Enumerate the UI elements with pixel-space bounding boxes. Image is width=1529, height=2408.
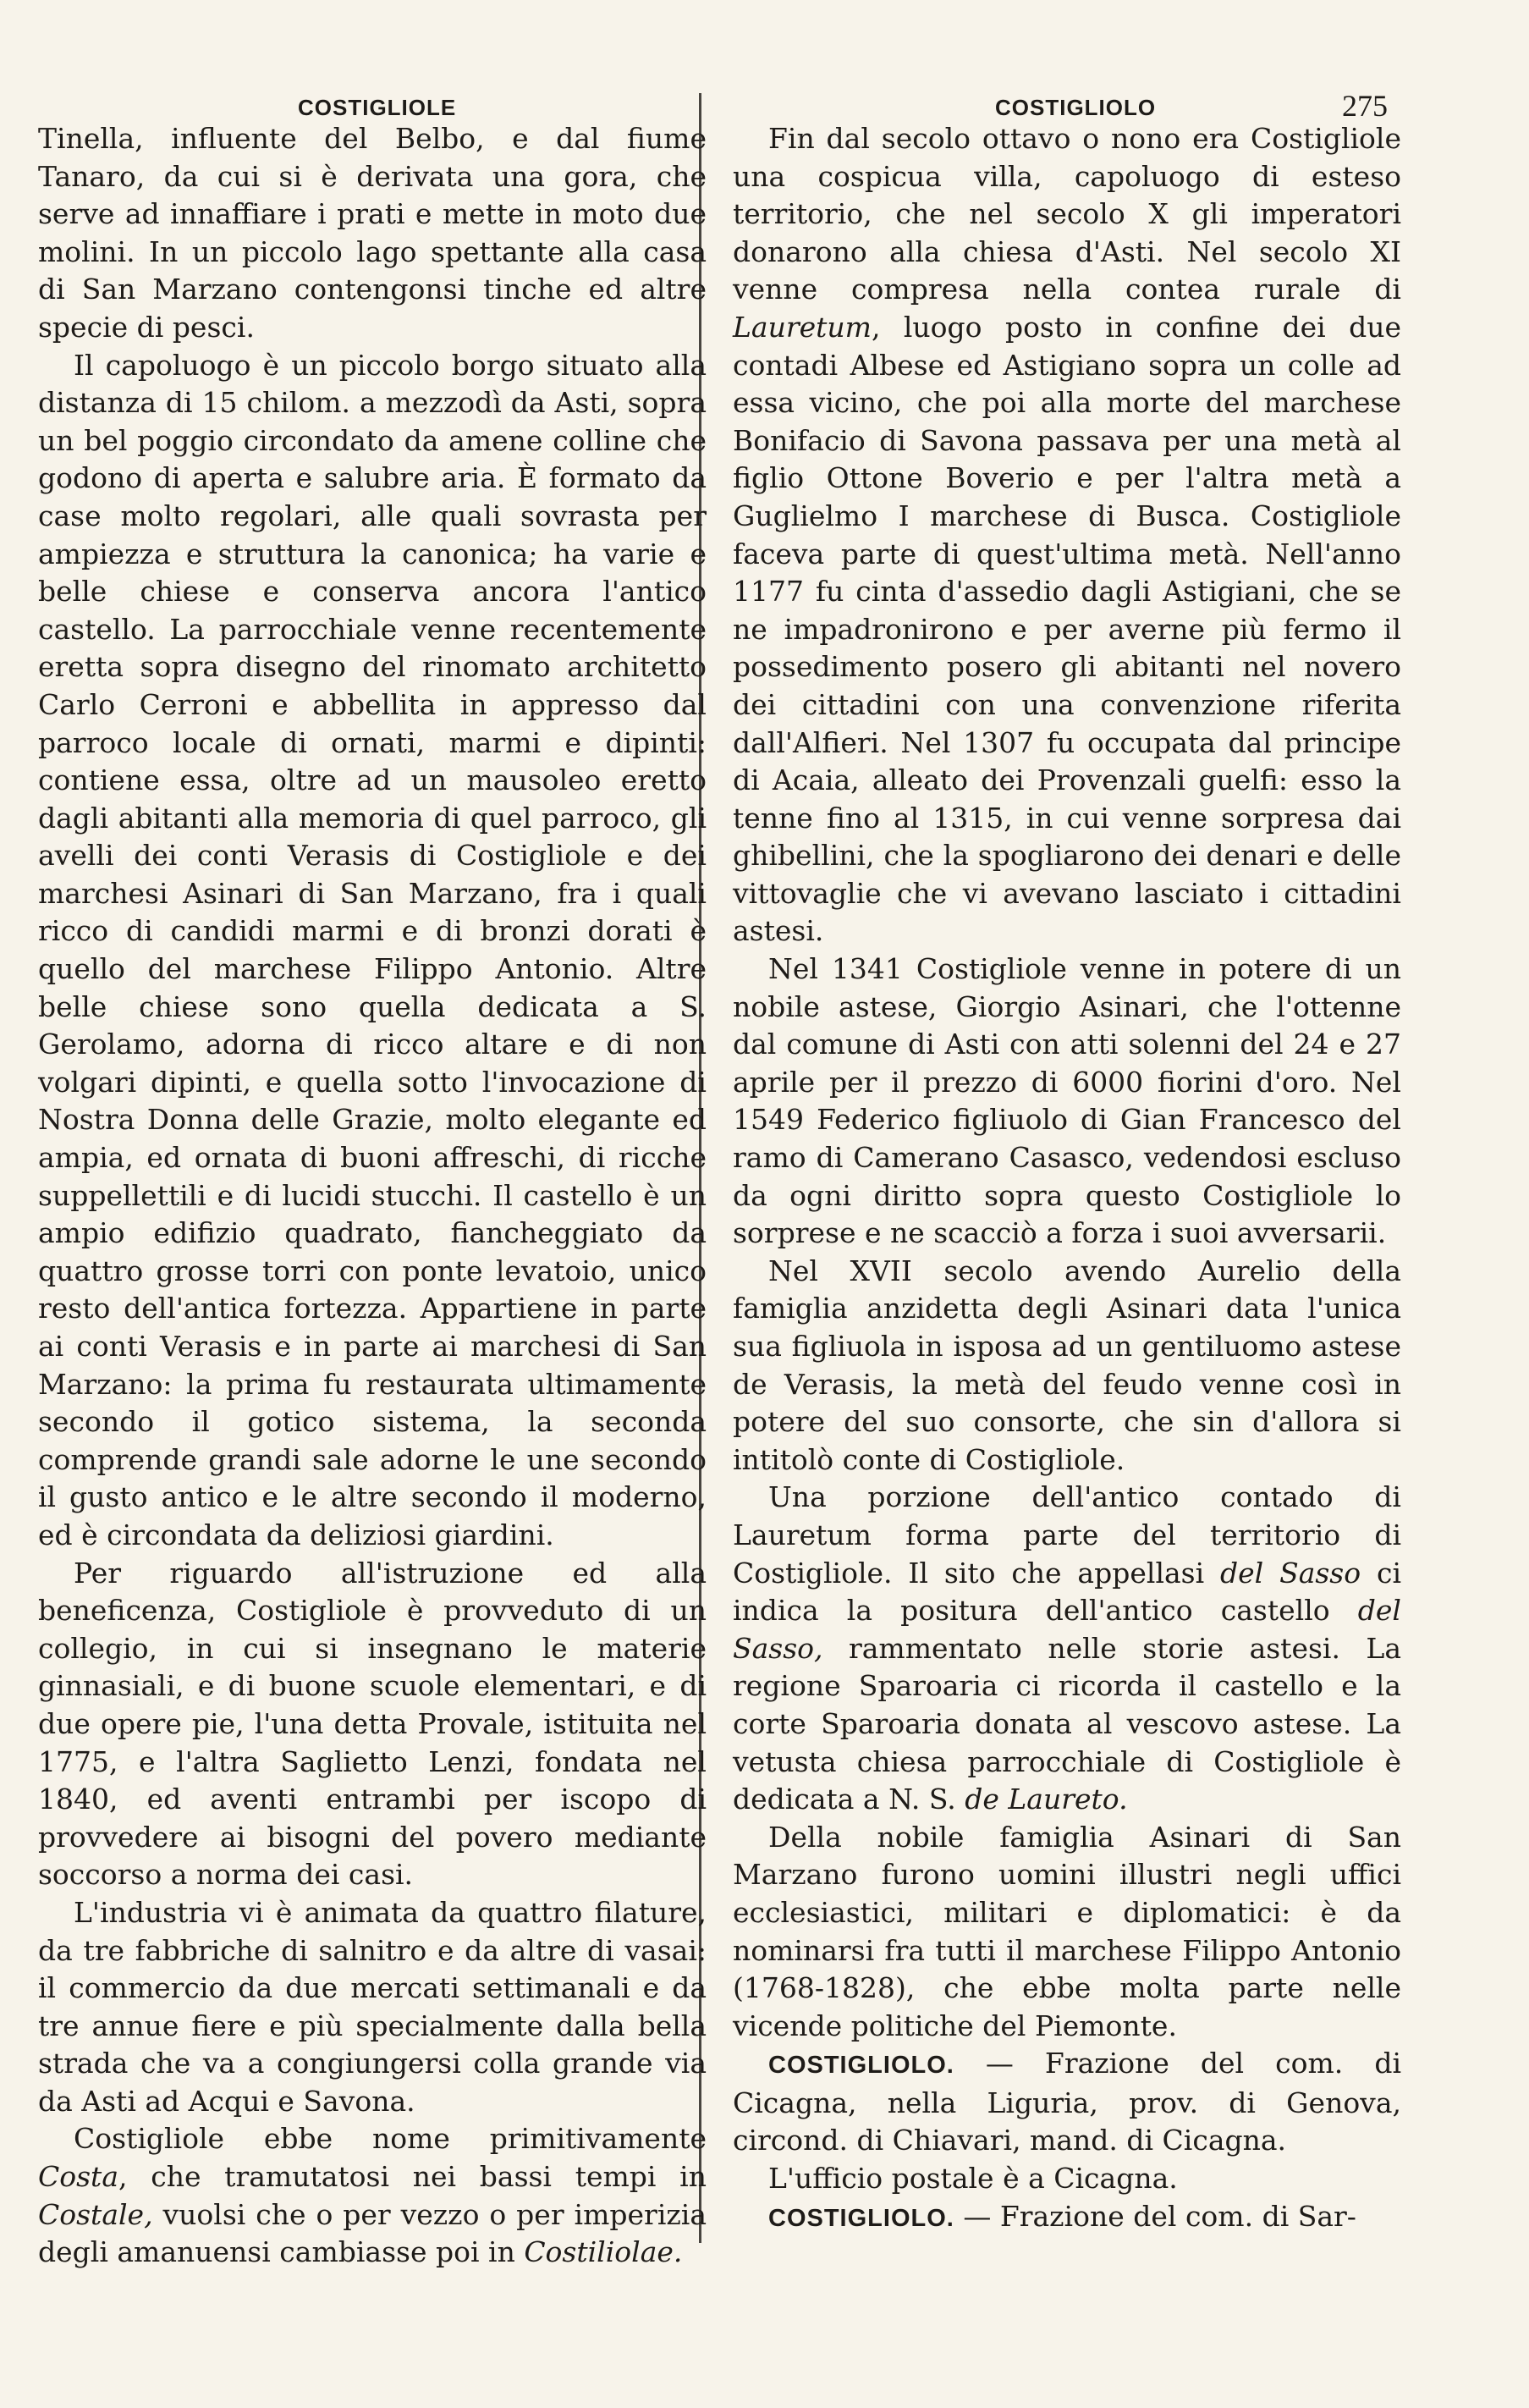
entry-text: — Frazione del com. di Sar- xyxy=(954,2199,1356,2233)
entry-title: COSTIGLIOLO. xyxy=(768,2052,954,2080)
paragraph: L'industria vi è animata da quattro filature, da tre fabbriche di salnitro e da altre di vasai: il commercio da due mercati settimanali e da tre annue fiere e più specialmente dalla bella strada che va a congiungersi colla grande via da Asti ad Acqui e Savona. xyxy=(38,1895,707,2118)
italic-term: Costa xyxy=(38,2160,118,2194)
right-running-title: COSTIGLIOLO xyxy=(995,95,1157,120)
paragraph: Per riguardo all'istruzione ed alla beneficenza, Costigliole è provveduto di un collegio, in cui si insegnano le materie ginnasiali, e di buone scuole elementari, e di due opere pie, l'una detta Provale, istituita nel 1775, e l'altra Saglietto Lenzi, fondata nel 1840, ed aventi entrambi per iscopo di provvedere ai bisogni del povero mediante soccorso a norma dei casi. xyxy=(38,1556,707,1892)
paragraph: L'ufficio postale è a Cicagna. xyxy=(768,2162,1178,2196)
paragraph: Il capoluogo è un piccolo borgo situato alla distanza di 15 chilom. a mezzodì da Asti, sopra un bel poggio circondato da amene colline che godono di aperta e salubre aria. È formato da case molto regolari, alle quali sovrasta per ampiezza e struttura la canonica; ha varie e belle chiese e conserva ancora l'antico castello. La parrocchiale venne recentemente eretta sopra disegno del rinomato architetto Carlo Cerroni e abbellita in appresso dal parroco locale di ornati, marmi e dipinti: contiene essa, oltre ad un mausoleo eretto dagli abitanti alla memoria di quel parroco, gli avelli dei conti Verasis di Costigliole e dei marchesi Asinari di San Marzano, fra i quali ricco di candidi marmi e di bronzi dorati è quello del marchese Filippo Antonio. Altre belle chiese sono quella dedicata a S. Gerolamo, adorna di ricco altare e di non volgari dipinti, e quella sotto l'invocazione di Nostra Donna delle Grazie, molto elegante ed ampia, ed ornata di buoni affreschi, di ricche suppellettili e di lucidi stucchi. Il castello è un ampio edifizio quadrato, fiancheggiato da quattro grosse torri con ponte levatoio, unico resto dell'antica fortezza. Appartiene in parte ai conti Verasis e in parte ai marchesi di San Marzano: la prima fu restaurata ultimamente secondo il gotico sistema, la seconda comprende grandi sale adorne le une secondo il gusto antico e le altre secondo il moderno, ed è circondata da deliziosi giardini. xyxy=(38,348,707,1551)
italic-term: Lauretum xyxy=(733,310,872,344)
dictionary-entry xyxy=(733,2045,1401,2160)
text-run: Fin dal secolo ottavo o nono era Costigliole una cospicua villa, capoluogo di esteso territorio, che nel secolo X gli imperatori donarono alla chiesa d'Asti. Nel secolo XI venne compresa nella contea rurale di xyxy=(733,122,1401,306)
dictionary-entry xyxy=(733,2198,1401,2238)
paragraph: Nel 1341 Costigliole venne in potere di un nobile astese, Giorgio Asinari, che l'ottenne dal comune di Asti con atti solenni del 24 e 27 aprile per il prezzo di 6000 fiorini d'oro. Nel 1549 Federico figliuolo di Gian Francesco del ramo di Camerano Casasco, vedendosi escluso da ogni diritto sopra questo Costigliole lo sorprese e ne scacciò a forza i suoi avversarii. xyxy=(733,952,1401,1250)
text-run: , che tramutatosi nei bassi tempi in xyxy=(118,2160,707,2194)
italic-term: Costale, xyxy=(38,2197,153,2231)
text-run: ci indica la positura dell'antico castello xyxy=(733,1556,1402,1628)
italic-term: Costiliolae. xyxy=(524,2235,683,2269)
paragraph: Nel XVII secolo avendo Aurelio della famiglia anzidetta degli Asinari data l'unica sua figliuola in isposa ad un gentiluomo astese de Verasis, la metà del feudo venne così in potere del suo consorte, che sin d'allora si intitolò conte di Costigliole. xyxy=(733,1254,1401,1476)
italic-term: de Laureto. xyxy=(965,1783,1128,1816)
paragraph xyxy=(38,2120,707,2271)
paragraph xyxy=(733,120,1401,951)
paragraph xyxy=(733,1479,1401,1818)
right-column xyxy=(733,120,1401,2237)
paragraph: Tinella, influente del Belbo, e dal fiume Tanaro, da cui si è derivata una gora, che serve ad innaffiare i prati e mette in moto due molini. In un piccolo lago spettante alla casa di San Marzano contengonsi tinche ed altre specie di pesci. xyxy=(38,122,707,344)
left-column xyxy=(38,120,707,2272)
text-run: Una porzione dell'antico contado di Lauretum forma parte del territorio di Costigliole. Il sito che appellasi xyxy=(733,1480,1401,1590)
entry-text: — Frazione del com. di Cicagna, nella Liguria, prov. di Genova, circond. di Chiavari, mand. di Cicagna. xyxy=(733,2047,1401,2157)
text-run: , luogo posto in confine dei due contadi Albese ed Astigiano sopra un colle ad essa vicino, che poi alla morte del marchese Bonifacio di Savona passava per una metà al figlio Ottone Boverio e per l'altra metà a Guglielmo I marchese di Busca. Costigliole faceva parte di quest'ultima metà. Nell'anno 1177 fu cinta d'assedio dagli Astigiani, che se ne impadronirono e per averne più fermo il possedimento posero gli abitanti nel novero dei cittadini con una convenzione riferita dall'Alfieri. Nel 1307 fu occupata dal principe di Acaia, alleato dei Provenzali guelfi: esso la tenne fino al 1315, in cui venne sorpresa dai ghibellini, che la spogliarono dei denari e delle vittovaglie che vi avevano lasciato i cittadini astesi. xyxy=(733,310,1401,948)
italic-term: del Sasso xyxy=(1220,1556,1361,1590)
text-run: vuolsi che o per vezzo o per imperizia degli amanuensi cambiasse poi in xyxy=(38,2197,707,2269)
entry-title: COSTIGLIOLO. xyxy=(768,2204,954,2232)
paragraph: Della nobile famiglia Asinari di San Marzano furono uomini illustri negli uffici ecclesiastici, militari e diplomatici: è da nominarsi fra tutti il marchese Filippo Antonio (1768-1828), che ebbe molta parte nelle vicende politiche del Piemonte. xyxy=(733,1820,1401,2042)
left-running-title: COSTIGLIOLE xyxy=(298,95,457,120)
text-run: Costigliole ebbe nome primitivamente xyxy=(74,2122,707,2156)
italic-term: del Sasso, xyxy=(733,1594,1401,1665)
page-number: 275 xyxy=(1342,89,1388,123)
text-run: rammentato nelle storie astesi. La regione Sparoaria ci ricorda il castello e la corte Sparoaria donata al vescovo astese. La vetusta chiesa parrocchiale di Costigliole è dedicata a N. S. xyxy=(733,1631,1401,1816)
